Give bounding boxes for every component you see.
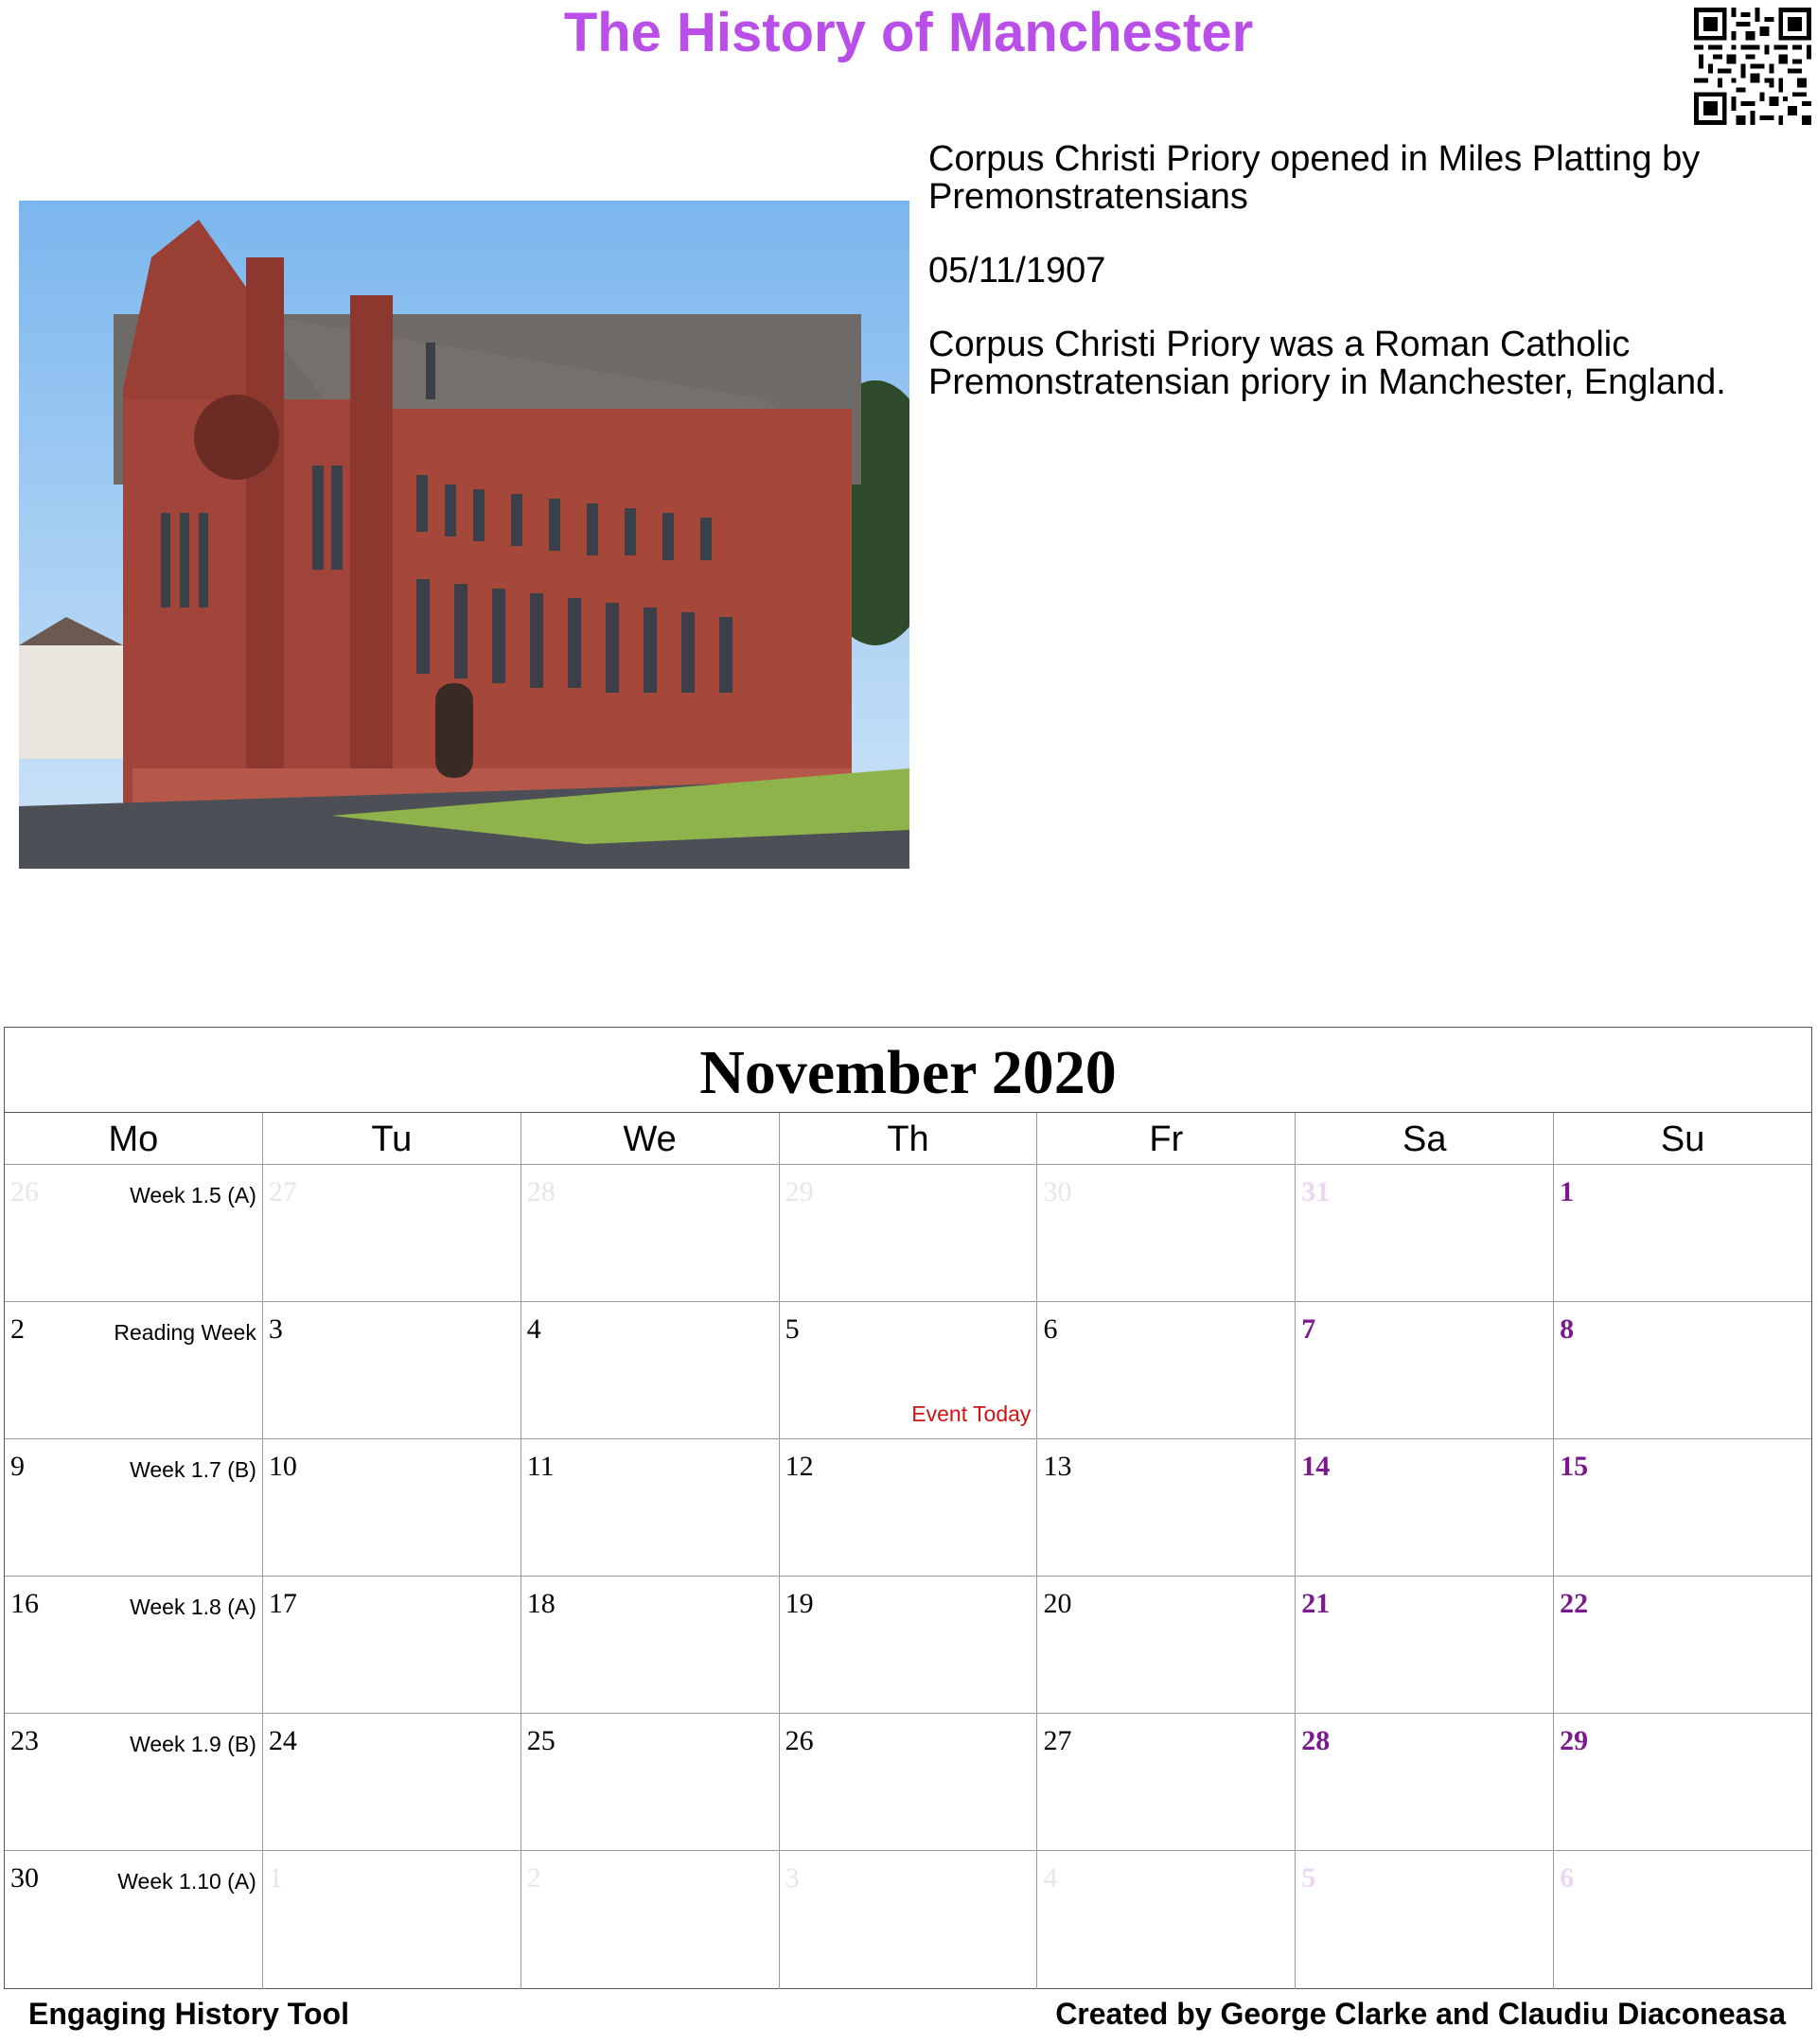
calendar-day-cell[interactable]: [1295, 1165, 1553, 1301]
day-number: 27: [1043, 1725, 1072, 1756]
calendar-day-cell[interactable]: [779, 1851, 1037, 1989]
calendar-day-cell[interactable]: [520, 1439, 779, 1576]
calendar-day-cell[interactable]: [1036, 1577, 1295, 1713]
calendar-day-cell[interactable]: [1295, 1851, 1553, 1989]
weekday-label: Su: [1553, 1113, 1811, 1164]
day-number: 21: [1301, 1588, 1331, 1619]
calendar-day-cell[interactable]: [262, 1439, 520, 1576]
day-number: 1: [268, 1862, 283, 1894]
day-number: 6: [1560, 1862, 1575, 1894]
calendar-grid: [5, 1165, 1811, 1989]
week-label: Reading Week: [114, 1320, 256, 1345]
day-number: 16: [10, 1588, 39, 1619]
calendar-day-cell[interactable]: [5, 1714, 262, 1850]
weekday-label: Tu: [262, 1113, 520, 1164]
calendar-week-row: [5, 1577, 1811, 1714]
day-number: 14: [1301, 1451, 1331, 1482]
calendar-day-cell[interactable]: [520, 1302, 779, 1438]
day-number: 29: [1560, 1725, 1589, 1756]
week-label: Week 1.5 (A): [130, 1183, 256, 1207]
calendar-day-cell[interactable]: [5, 1577, 262, 1713]
day-number: 30: [1043, 1176, 1072, 1207]
calendar-day-cell[interactable]: [1553, 1165, 1811, 1301]
day-number: 20: [1043, 1588, 1072, 1619]
day-number: 25: [526, 1725, 556, 1756]
calendar-month-title: November 2020: [5, 1028, 1811, 1113]
weekday-label: Fr: [1036, 1113, 1295, 1164]
calendar-day-cell[interactable]: [262, 1165, 520, 1301]
calendar-day-cell[interactable]: [1036, 1439, 1295, 1576]
day-number: 28: [526, 1176, 556, 1207]
calendar-day-cell[interactable]: [779, 1302, 1037, 1438]
calendar-day-cell[interactable]: [1036, 1714, 1295, 1850]
day-number: 5: [1301, 1862, 1316, 1894]
day-number: 29: [785, 1176, 814, 1207]
calendar-day-cell[interactable]: [1036, 1302, 1295, 1438]
day-number: 3: [785, 1862, 800, 1894]
event-today-marker[interactable]: Event Today: [911, 1401, 1032, 1426]
calendar-day-cell[interactable]: [1295, 1439, 1553, 1576]
day-number: 26: [785, 1725, 814, 1756]
day-number: 9: [10, 1451, 25, 1482]
day-number: 19: [785, 1588, 814, 1619]
calendar-week-row: [5, 1302, 1811, 1439]
calendar-day-cell[interactable]: [1295, 1714, 1553, 1850]
calendar-day-cell[interactable]: [5, 1302, 262, 1438]
day-number: 10: [268, 1451, 297, 1482]
day-number: 31: [1301, 1176, 1331, 1207]
weekday-label: Sa: [1295, 1113, 1553, 1164]
footer-credits: Created by George Clarke and Claudiu Diaconeasa: [1055, 1997, 1786, 2031]
day-number: 11: [526, 1451, 555, 1482]
day-number: 17: [268, 1588, 297, 1619]
calendar-week-row: [5, 1165, 1811, 1302]
day-number: 26: [10, 1176, 39, 1207]
day-number: 8: [1560, 1313, 1575, 1345]
weekday-header: [5, 1113, 1811, 1165]
week-label: Week 1.8 (A): [130, 1595, 256, 1619]
event-info: [928, 140, 1799, 437]
weekday-label: Th: [779, 1113, 1037, 1164]
calendar-day-cell[interactable]: [779, 1165, 1037, 1301]
event-description: Corpus Christi Priory was a Roman Catholic Premonstratensian priory in Manchester, England.: [928, 325, 1726, 402]
calendar-day-cell[interactable]: [779, 1577, 1037, 1713]
page-title: The History of Manchester: [563, 2, 1254, 63]
day-number: 27: [268, 1176, 297, 1207]
week-label: Week 1.9 (B): [130, 1732, 256, 1756]
qr-code-icon[interactable]: [1694, 8, 1811, 125]
weekday-label: We: [520, 1113, 779, 1164]
day-number: 3: [268, 1313, 283, 1345]
calendar-day-cell[interactable]: [520, 1577, 779, 1713]
day-number: 23: [10, 1725, 39, 1756]
day-number: 12: [785, 1451, 814, 1482]
calendar-day-cell[interactable]: [1553, 1302, 1811, 1438]
calendar-week-row: [5, 1714, 1811, 1851]
day-number: 15: [1560, 1451, 1589, 1482]
calendar-day-cell[interactable]: [262, 1714, 520, 1850]
calendar-day-cell[interactable]: [1553, 1714, 1811, 1850]
calendar-day-cell[interactable]: [779, 1439, 1037, 1576]
day-number: 30: [10, 1862, 39, 1894]
day-number: 2: [10, 1313, 25, 1345]
day-number: 13: [1043, 1451, 1072, 1482]
calendar: [4, 1027, 1812, 1989]
event-headline: Corpus Christi Priory opened in Miles Platting by Premonstratensians: [928, 139, 1701, 217]
footer-tool-name: Engaging History Tool: [28, 1997, 349, 2031]
event-date: 05/11/1907: [928, 251, 1106, 291]
calendar-day-cell[interactable]: [1553, 1439, 1811, 1576]
calendar-day-cell[interactable]: [520, 1851, 779, 1989]
calendar-day-cell[interactable]: [779, 1714, 1037, 1850]
calendar-day-cell[interactable]: [520, 1165, 779, 1301]
day-number: 28: [1301, 1725, 1331, 1756]
day-number: 4: [1043, 1862, 1058, 1894]
calendar-day-cell[interactable]: [1036, 1851, 1295, 1989]
day-number: 1: [1560, 1176, 1575, 1207]
day-number: 22: [1560, 1588, 1589, 1619]
calendar-day-cell[interactable]: [1553, 1851, 1811, 1989]
day-number: 24: [268, 1725, 297, 1756]
day-number: 2: [526, 1862, 541, 1894]
calendar-day-cell[interactable]: [262, 1851, 520, 1989]
calendar-day-cell[interactable]: [262, 1302, 520, 1438]
calendar-week-row: [5, 1439, 1811, 1577]
calendar-day-cell[interactable]: [1295, 1302, 1553, 1438]
day-number: 5: [785, 1313, 800, 1345]
calendar-day-cell[interactable]: [520, 1714, 779, 1850]
week-label: Week 1.10 (A): [117, 1869, 256, 1894]
priory-photo: [19, 201, 909, 869]
day-number: 4: [526, 1313, 541, 1345]
calendar-day-cell[interactable]: [262, 1577, 520, 1713]
weekday-label: Mo: [108, 1119, 159, 1159]
week-label: Week 1.7 (B): [130, 1457, 256, 1482]
day-number: 7: [1301, 1313, 1316, 1345]
day-number: 6: [1043, 1313, 1058, 1345]
calendar-week-row: [5, 1851, 1811, 1989]
calendar-day-cell[interactable]: [1295, 1577, 1553, 1713]
calendar-day-cell[interactable]: [5, 1165, 262, 1301]
calendar-day-cell[interactable]: [5, 1851, 262, 1989]
calendar-day-cell[interactable]: [1036, 1165, 1295, 1301]
day-number: 18: [526, 1588, 556, 1619]
calendar-day-cell[interactable]: [5, 1439, 262, 1576]
calendar-day-cell[interactable]: [1553, 1577, 1811, 1713]
